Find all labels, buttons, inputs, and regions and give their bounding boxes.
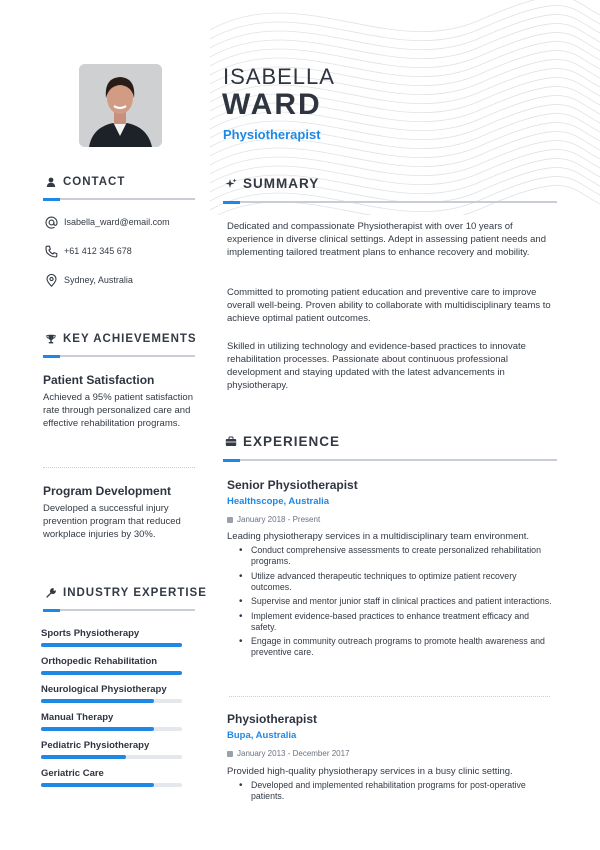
job-intro: Leading physiotherapy services in a multidisciplinary team environment. [227,531,530,542]
skill-bar-track [41,699,182,703]
skill-bar-fill [41,783,154,787]
calendar-icon [227,517,233,523]
skill-bar-fill [41,643,182,647]
briefcase-icon [224,436,238,447]
contact-location: Sydney, Australia [44,273,133,287]
job-title: Physiotherapist [223,127,321,142]
skill-item [41,740,182,759]
skill-name: Orthopedic Rehabilitation [41,656,158,667]
expertise-heading: INDUSTRY EXPERTISE [44,587,207,599]
skill-item [41,768,182,787]
experience-rule [223,459,557,461]
job-bullet: • Utilize advanced therapeutic techniques to optimize patient recovery outcomes. [238,571,553,593]
achievement-divider [43,467,195,468]
job-bullet: • Supervise and mentor junior staff in clinical practices and patient interactions. [238,596,553,607]
skill-bar-track [41,727,182,731]
skill-bar-track [41,783,182,787]
contact-heading: CONTACT [44,176,125,188]
contact-phone[interactable]: +61 412 345 678 [44,244,132,258]
at-icon [44,215,58,229]
phone-icon [44,244,58,258]
job-role: Physiotherapist [227,712,318,726]
job-dates: January 2018 - Present [227,515,320,524]
skill-item [41,684,182,703]
skill-bar-track [41,671,182,675]
achievement-description: Developed a successful injury prevention program that reduced workplace injuries by 30%. [43,503,181,540]
job-role: Senior Physiotherapist [227,478,358,492]
wrench-icon [44,588,58,598]
job-bullet: • Conduct comprehensive assessments to create personalized rehabilitation programs. [238,545,553,567]
job-bullet: • Implement evidence-based practices to enhance treatment efficacy and safety. [238,611,553,633]
wave-line [210,33,600,68]
map-pin-icon [44,273,58,287]
user-icon [44,177,58,187]
summary-paragraph: Committed to promoting patient education and preventive care to improve overall well-being. Proven ability to collaborate with multidisciplinary teams to achieve optimal patient outcomes. [227,287,551,324]
skill-name: Neurological Physiotherapy [41,684,167,695]
skill-bar-fill [41,727,154,731]
skill-name: Pediatric Physiotherapy [41,740,150,751]
achievements-rule [43,355,195,357]
wave-line [210,141,600,176]
summary-paragraph: Skilled in utilizing technology and evidence-based practices to innovate rehabilitation processes. Passionate about continuous professional development and staying updated with the latest advancements in physiotherapy. [227,341,526,391]
experience-heading: EXPERIENCE [224,434,340,449]
wave-line [210,6,600,41]
job-bullets [238,545,553,662]
sparkle-icon [224,178,238,190]
skill-bar-fill [41,699,154,703]
achievement-title: Program Development [43,484,172,498]
job-intro: Provided high-quality physiotherapy services in a busy clinic setting. [227,766,513,777]
contact-rule [43,198,195,200]
job-dates: January 2013 - December 2017 [227,749,350,758]
job-company: Bupa, Australia [227,730,297,741]
skill-name: Sports Physiotherapy [41,628,140,639]
job-bullet: • Engage in community outreach programs to promote health awareness and preventive care. [238,636,553,658]
trophy-icon [44,334,58,344]
achievements-heading: KEY ACHIEVEMENTS [44,333,197,345]
achievement-title: Patient Satisfaction [43,373,155,387]
job-bullet: • Developed and implemented rehabilitation programs for post-operative patients. [238,780,553,802]
profile-photo [79,64,162,147]
skill-bar-fill [41,755,126,759]
skill-bar-track [41,643,182,647]
first-name: ISABELLA [223,64,335,89]
job-company: Healthscope, Australia [227,496,330,507]
skill-item [41,628,182,647]
skill-bar-track [41,755,182,759]
calendar-icon [227,751,233,757]
skill-name: Manual Therapy [41,712,114,723]
skill-item [41,712,182,731]
skill-bar-fill [41,671,182,675]
skill-name: Geriatric Care [41,768,104,779]
wave-line [210,15,600,50]
summary-heading: SUMMARY [224,176,319,191]
summary-rule [223,201,557,203]
last-name: WARD [222,88,322,121]
job-bullets [238,780,553,806]
contact-email[interactable]: Isabella_ward@email.com [44,215,170,229]
expertise-rule [43,609,195,611]
summary-paragraph: Dedicated and compassionate Physiotherapist with over 10 years of experience in diverse clinical settings. Adept in assessing patient needs and implementing tailored treatment plans to enhance recovery and mobility. [227,221,546,258]
experience-divider [229,696,550,697]
achievement-description: Achieved a 95% patient satisfaction rate through personalized care and effective rehabilitation programs. [43,392,193,429]
wave-line [210,24,600,59]
skill-item [41,656,182,675]
